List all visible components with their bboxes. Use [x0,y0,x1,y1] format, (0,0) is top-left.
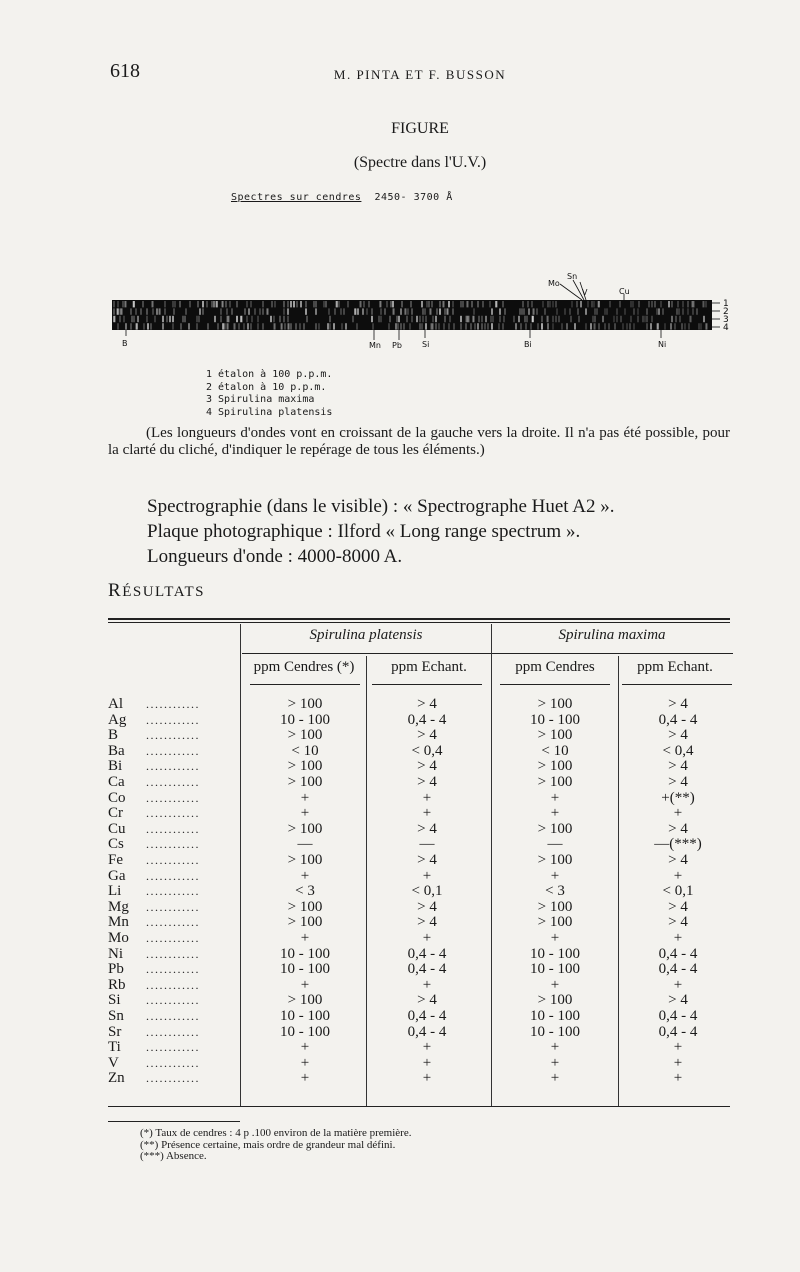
cell-platensis-echant: + [422,867,432,884]
strip-number-2: 2 [723,307,729,317]
spectra-label [231,192,453,203]
cell-maxima-echant: > 4 [668,914,688,931]
cell-maxima-echant: + [673,867,683,884]
element-label: Cr [108,805,123,822]
element-label: V [108,1054,119,1071]
element-label: Cu [108,820,126,837]
leader-dots: ............ [146,977,200,992]
leader-dots: ............ [146,931,200,945]
cell-platensis-cendres: > 100 [287,992,323,1009]
leader-dots: ............ [146,728,200,743]
marker-si: Si [422,340,430,349]
cell-maxima-cendres: > 100 [537,727,573,744]
cell-maxima-cendres: + [550,867,560,884]
cell-platensis-cendres: > 100 [287,914,323,931]
cell-maxima-cendres: > 100 [537,992,573,1009]
table-top-rule [108,618,730,620]
marker-mn: Mn [369,341,381,350]
cell-maxima-cendres: < 10 [541,742,569,759]
cell-maxima-echant: 0,4 - 4 [658,1008,698,1024]
cell-platensis-echant: > 4 [417,914,437,931]
cell-maxima-echant: 0,4 - 4 [658,1023,698,1040]
cell-platensis-echant: > 4 [417,774,437,790]
cell-platensis-cendres: < 3 [295,883,315,900]
cell-maxima-echant: 0,4 - 4 [658,711,698,728]
leader-dots: ............ [146,790,200,805]
cell-platensis-cendres: 10 - 100 [280,711,330,728]
cell-platensis-echant: 0,4 - 4 [407,1023,447,1040]
cell-maxima-echant: > 4 [668,758,688,775]
cell-platensis-cendres: > 100 [287,696,323,712]
cell-maxima-echant: > 4 [668,820,688,837]
leader-dots: ............ [146,853,200,867]
leader-dots: ............ [146,712,200,727]
cell-platensis-cendres: 10 - 100 [280,1008,330,1024]
leader-dots: ............ [146,759,200,774]
table-vline [491,624,492,1106]
cell-maxima-cendres: > 100 [537,914,573,931]
leader-dots: ............ [146,1009,200,1023]
figure-subtitle: (Spectre dans l'U.V.) [353,154,487,171]
cell-platensis-cendres: + [300,976,310,993]
table-vline [240,624,241,1106]
element-label: Ag [108,711,127,728]
marker-b: B [122,339,128,348]
table-vline [618,656,619,1106]
cell-platensis-echant: + [422,976,432,993]
element-label: Cs [108,836,124,853]
footnote: (***) Absence. [140,1150,207,1162]
cell-maxima-echant: + [673,1054,683,1071]
element-label: Bi [108,758,123,775]
cell-maxima-echant: > 4 [668,774,688,790]
cell-maxima-echant: + [673,1039,683,1056]
cell-platensis-cendres: > 100 [287,758,323,775]
leader-dots: ............ [146,743,200,758]
leader-dots: ............ [146,806,200,821]
cell-maxima-cendres: + [550,1039,560,1056]
marker-bi: Bi [524,340,532,349]
spectra-label-underlined: Spectres sur cendres [231,192,362,203]
legend-item: 3 Spirulina maxima [206,394,315,405]
results-heading-rest: ÉSULTATS [122,584,205,600]
cell-maxima-cendres: — [547,836,563,853]
strip-number-1: 1 [723,299,729,309]
cell-maxima-cendres: > 100 [537,852,573,868]
col-header-rule [250,684,360,685]
cell-platensis-echant: > 4 [417,758,437,775]
col-header-echant-1: ppm Echant. [391,659,467,675]
element-label: Fe [108,852,123,868]
table-top-rule-thin [108,622,730,623]
leader-dots: ............ [146,1024,200,1039]
leader-dots: ............ [146,962,200,977]
cell-platensis-echant: + [422,805,432,822]
cell-maxima-echant: < 0,4 [662,742,694,759]
footnote: (*) Taux de cendres : 4 p .100 environ de la matière première. [140,1127,412,1139]
cell-maxima-echant: + [673,805,683,822]
element-label: Ti [108,1039,121,1056]
cell-maxima-cendres: > 100 [537,898,573,915]
group-header-rule [242,653,733,654]
element-label: Pb [108,961,124,978]
element-label: Ni [108,945,123,962]
cell-platensis-echant: > 4 [417,898,437,915]
element-label: Sr [108,1023,122,1040]
cell-maxima-echant: < 0,1 [662,883,694,900]
cell-platensis-cendres: 10 - 100 [280,961,330,978]
cell-platensis-echant: > 4 [417,852,437,868]
cell-platensis-echant: — [419,836,435,853]
marker-sn: Sn [567,272,578,281]
element-label: Al [108,696,123,712]
group-header-platensis: Spirulina platensis [309,627,423,643]
leader-dots: ............ [146,697,200,711]
element-label: Co [108,789,126,806]
cell-platensis-echant: 0,4 - 4 [407,945,447,962]
legend-item: 1 étalon à 100 p.p.m. [206,369,333,380]
cell-maxima-echant: 0,4 - 4 [658,945,698,962]
marker-ni: Ni [658,340,667,349]
cell-platensis-cendres: > 100 [287,898,323,915]
cell-maxima-echant: > 4 [668,852,688,868]
cell-maxima-echant: > 4 [668,696,688,712]
running-head: M. PINTA ET F. BUSSON [333,67,507,82]
results-heading [108,580,205,602]
col-header-rule [622,684,732,685]
marker-line [560,284,582,300]
cell-maxima-echant: + [673,976,683,993]
element-label: Ca [108,774,125,790]
cell-platensis-echant: 0,4 - 4 [407,961,447,978]
cell-maxima-cendres: > 100 [537,820,573,837]
col-header-rule [372,684,482,685]
cell-platensis-cendres: + [300,1039,310,1056]
cell-platensis-echant: < 0,1 [411,883,443,900]
cell-platensis-cendres: > 100 [287,727,323,744]
cell-platensis-echant: + [422,1070,432,1087]
legend-item: 2 étalon à 10 p.p.m. [206,381,327,393]
leader-dots: ............ [146,821,200,836]
leader-dots: ............ [146,837,200,852]
cell-maxima-cendres: + [550,1054,560,1071]
marker-cu: Cu [619,287,630,296]
leader-dots: ............ [146,1055,200,1070]
cell-maxima-echant: +(**) [661,789,695,806]
cell-platensis-cendres: + [300,805,310,822]
leader-dots: ............ [146,775,200,789]
spectrum-image [112,268,752,358]
cell-maxima-echant: + [673,930,683,946]
spectro-line: Spectrographie (dans le visible) : « Spectrographe Huet A2 ». [147,496,615,517]
leader-dots: ............ [146,993,200,1008]
table-vline [366,656,367,1106]
cell-platensis-cendres: — [297,836,313,853]
spectro-line: Plaque photographique : Ilford « Long range spectrum ». [147,521,581,542]
leader-dots: ............ [146,1040,200,1055]
element-label: Zn [108,1070,125,1087]
leader-dots: ............ [146,868,200,883]
marker-pb: Pb [392,341,402,350]
element-label: Sn [108,1008,124,1024]
cell-platensis-echant: + [422,1054,432,1071]
cell-platensis-echant: > 4 [417,820,437,837]
cell-maxima-cendres: 10 - 100 [530,945,580,962]
col-header-cendres-2: ppm Cendres [515,659,595,675]
figure-caption: (Les longueurs d'ondes vont en croissant de la gauche vers la droite. Il n'a pas été possible, pour la clarté du cliché, d'indiquer le repérage de tous les éléments.) [108,425,730,458]
cell-platensis-echant: + [422,1039,432,1056]
marker-v: V [582,288,588,297]
cell-maxima-echant: > 4 [668,898,688,915]
element-label: Mg [108,898,129,915]
cell-platensis-cendres: > 100 [287,774,323,790]
leader-dots: ............ [146,946,200,961]
cell-maxima-echant: + [673,1070,683,1087]
element-label: B [108,727,119,744]
cell-platensis-cendres: < 10 [291,742,319,759]
cell-maxima-echant: —(***) [654,836,702,853]
cell-maxima-cendres: + [550,805,560,822]
col-header-rule [500,684,610,685]
spectrum-plate [112,268,752,358]
spectrum-background [112,300,712,330]
element-label: Li [108,883,122,900]
cell-maxima-echant: > 4 [668,727,688,744]
cell-platensis-echant: 0,4 - 4 [407,1008,447,1024]
spectrum-legend [206,369,332,419]
figure-title: FIGURE [391,120,449,137]
cell-platensis-cendres: 10 - 100 [280,1023,330,1040]
footnote: (**) Présence certaine, mais ordre de grandeur mal défini. [140,1138,396,1151]
cell-platensis-cendres: + [300,930,310,946]
cell-platensis-cendres: + [300,1054,310,1071]
page-number: 618 [110,60,140,82]
leader-dots: ............ [146,884,200,899]
footnotes [140,1128,411,1163]
element-label: Mo [108,930,129,946]
col-header-echant-2: ppm Echant. [637,659,713,675]
cell-maxima-echant: 0,4 - 4 [658,961,698,978]
marker-mo: Mo [548,279,560,288]
legend-item: 4 Spirulina platensis [206,406,333,418]
strip-number-4: 4 [723,323,729,333]
cell-platensis-echant: > 4 [417,992,437,1009]
leader-dots: ............ [146,915,200,930]
cell-maxima-cendres: > 100 [537,696,573,712]
results-heading-initial: R [108,580,123,601]
col-header-cendres-1: ppm Cendres (*) [253,659,355,675]
cell-platensis-cendres: > 100 [287,820,323,837]
element-label: Rb [108,976,126,993]
cell-platensis-echant: < 0,4 [411,742,443,759]
leader-dots: ............ [146,899,200,914]
cell-maxima-cendres: 10 - 100 [530,961,580,978]
element-label: Ga [108,867,126,884]
spectro-line: Longueurs d'onde : 4000-8000 A. [147,546,403,567]
cell-platensis-echant: + [422,789,432,806]
cell-maxima-cendres: + [550,789,560,806]
cell-maxima-cendres: + [550,976,560,993]
cell-maxima-echant: > 4 [668,992,688,1009]
cell-maxima-cendres: > 100 [537,758,573,775]
cell-platensis-cendres: > 100 [287,852,323,868]
cell-maxima-cendres: + [550,1070,560,1087]
element-label: Mn [108,914,129,931]
element-label: Ba [108,742,125,759]
cell-maxima-cendres: < 3 [545,883,565,900]
table-bottom-rule [108,1106,730,1107]
cell-platensis-echant: > 4 [417,696,437,712]
cell-platensis-cendres: + [300,867,310,884]
cell-maxima-cendres: 10 - 100 [530,1023,580,1040]
spectra-range: 2450- 3700 Å [374,192,453,203]
cell-maxima-cendres: 10 - 100 [530,1008,580,1024]
cell-platensis-cendres: + [300,789,310,806]
cell-maxima-cendres: + [550,930,560,946]
group-header-maxima: Spirulina maxima [558,627,666,643]
cell-platensis-echant: > 4 [417,727,437,744]
cell-platensis-echant: + [422,930,432,946]
cell-platensis-echant: 0,4 - 4 [407,711,447,728]
strip-number-3: 3 [723,315,729,325]
footnote-rule [108,1121,240,1122]
cell-maxima-cendres: 10 - 100 [530,711,580,728]
cell-platensis-cendres: + [300,1070,310,1087]
cell-platensis-cendres: 10 - 100 [280,945,330,962]
leader-dots: ............ [146,1071,200,1086]
cell-maxima-cendres: > 100 [537,774,573,790]
element-label: Si [108,992,121,1009]
